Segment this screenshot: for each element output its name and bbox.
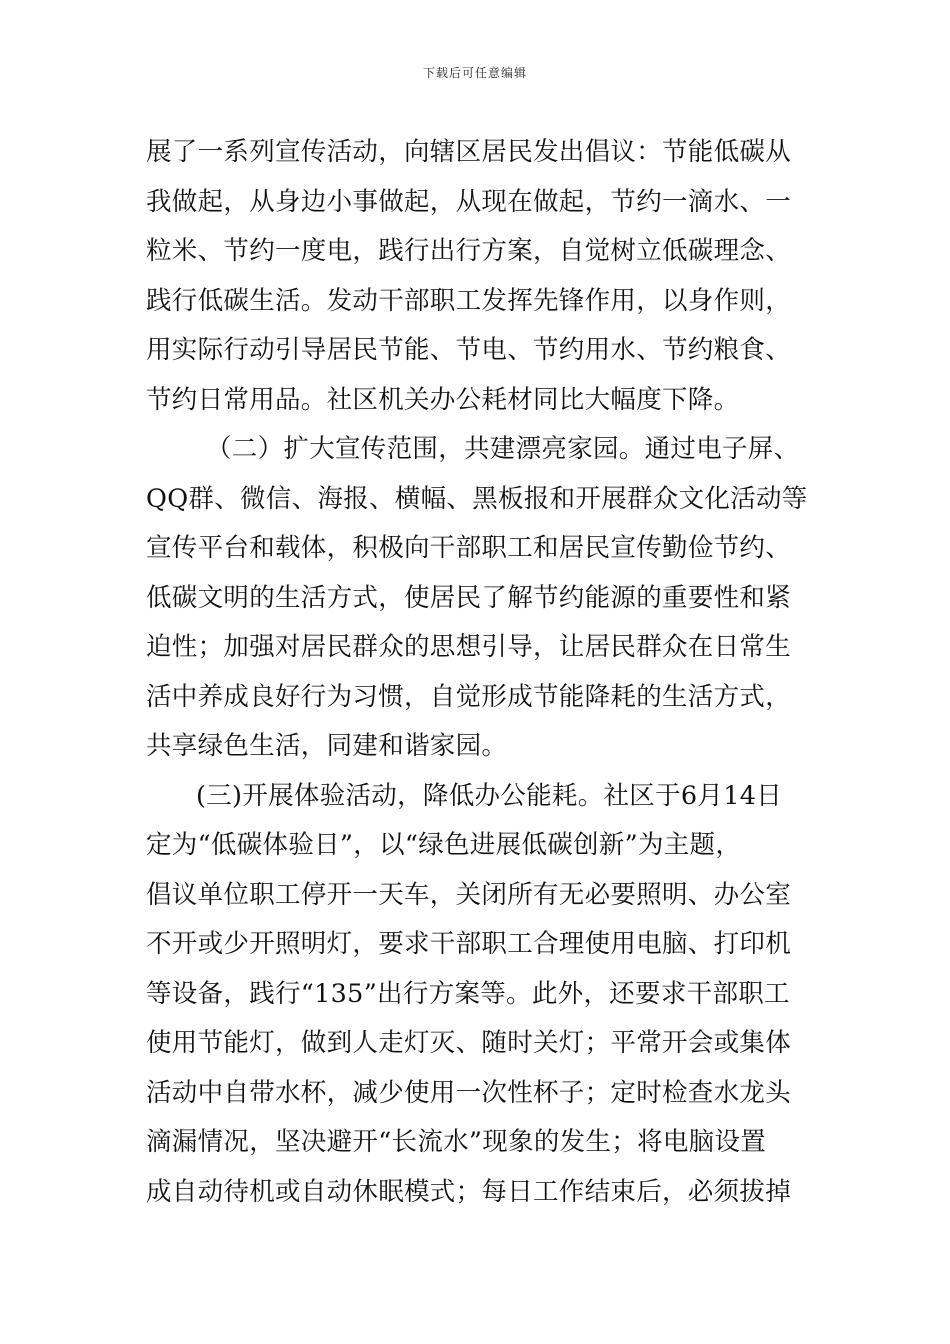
text-line: (三)开展体验活动，降低办公能耗。社区于6月14日 xyxy=(196,780,783,811)
text-line: 用实际行动引导居民节能、节电、节约用水、节约粮食、 xyxy=(146,335,792,365)
text-line: 不开或少开照明灯，要求干部职工合理使用电脑、打印机 xyxy=(146,929,792,959)
text-line: 节约日常用品。社区机关办公耗材同比大幅度下降。 xyxy=(146,384,740,415)
paragraph-1 xyxy=(146,128,816,425)
text-line: 使用节能灯，做到人走灯灭、随时关灯；平常开会或集体 xyxy=(146,1028,792,1058)
document-body xyxy=(146,128,816,1217)
text-line: 成自动待机或自动休眠模式；每日工作结束后，必须拔掉 xyxy=(146,1176,792,1207)
page-header: 下载后可任意编辑 xyxy=(422,66,527,80)
text-line: 定为“低碳体验日”，以“绿色进展低碳创新”为主题， xyxy=(146,830,742,860)
text-line: 等设备，践行“135”出行方案等。此外，还要求干部职工 xyxy=(146,978,790,1009)
text-line: 滴漏情况，坚决避开“长流水”现象的发生；将电脑设置 xyxy=(146,1127,767,1157)
text-line: 粒米、节约一度电，践行出行方案，自觉树立低碳理念、 xyxy=(146,236,792,266)
text-line: 我做起，从身边小事做起，从现在做起，节约一滴水、一 xyxy=(146,186,792,217)
text-line: QQ群、微信、海报、横幅、黑板报和开展群众文化活动等 xyxy=(146,483,808,514)
text-line: （二）扩大宣传范围，共建漂亮家园。通过电子屏、 xyxy=(206,434,800,464)
text-line: 活动中自带水杯，减少使用一次性杯子；定时检查水龙头 xyxy=(146,1077,792,1108)
text-line: 宣传平台和载体，积极向干部职工和居民宣传勤俭节约、 xyxy=(146,533,792,563)
paragraph-2 xyxy=(146,425,816,772)
text-line: 低碳文明的生活方式，使居民了解节约能源的重要性和紧 xyxy=(146,582,792,613)
text-line: 倡议单位职工停开一天车，关闭所有无必要照明、办公室 xyxy=(146,879,792,910)
text-line: 共享绿色生活，同建和谐家园。 xyxy=(146,731,508,761)
text-line: 活中养成良好行为习惯，自觉形成节能降耗的生活方式， xyxy=(146,681,792,712)
text-line: 展了一系列宣传活动，向辖区居民发出倡议：节能低碳从 xyxy=(146,137,792,167)
text-line: 迫性；加强对居民群众的思想引导，让居民群众在日常生 xyxy=(146,632,792,662)
text-line: 践行低碳生活。发动干部职工发挥先锋作用，以身作则， xyxy=(146,285,792,316)
paragraph-3 xyxy=(146,772,816,1218)
